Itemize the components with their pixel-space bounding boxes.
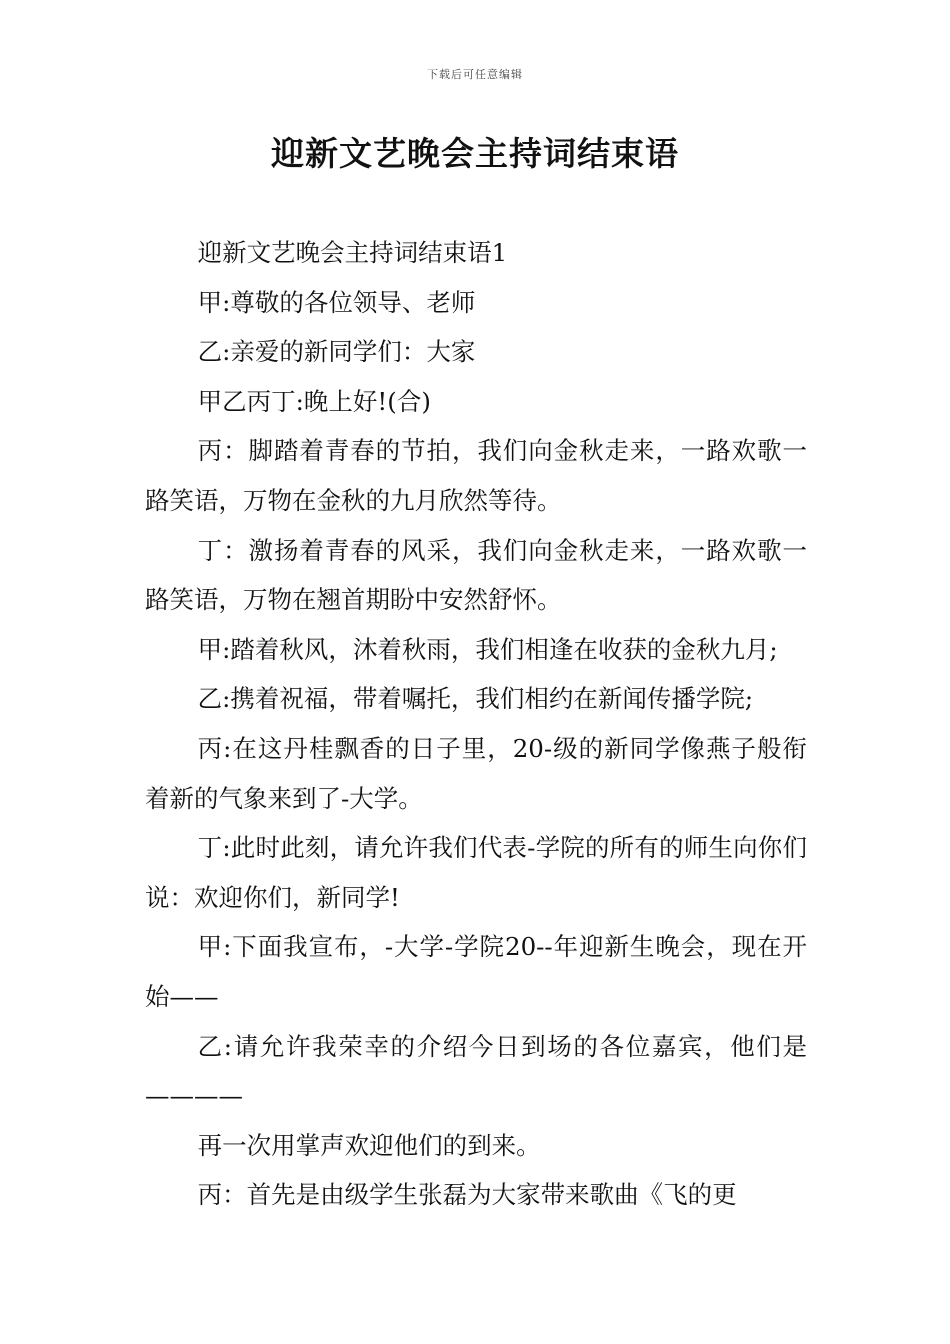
paragraph: 乙:携着祝福，带着嘱托，我们相约在新闻传播学院;	[197, 684, 754, 714]
paragraph: 甲:尊敬的各位领导、老师	[197, 287, 476, 317]
document-title: 迎新文艺晚会主持词结束语	[271, 134, 679, 173]
paragraph: 甲:踏着秋风，沐着秋雨，我们相逢在收获的金秋九月;	[197, 634, 778, 664]
header-note: 下载后可任意编辑	[427, 68, 523, 81]
paragraph: 甲:下面我宣布，-大学-学院20--年迎新生晚会，现在开始——	[145, 932, 807, 1011]
paragraph: 甲乙丙丁:晚上好!(合)	[197, 386, 431, 416]
paragraph: 迎新文艺晚会主持词结束语1	[197, 238, 508, 267]
document-body	[145, 228, 807, 1220]
paragraph: 乙:亲爱的新同学们：大家	[197, 337, 476, 367]
paragraph: 丙:在这丹桂飘香的日子里，20-级的新同学像燕子般衔着新的气象来到了-大学。	[145, 733, 807, 813]
paragraph: 丙：脚踏着青春的节拍，我们向金秋走来，一路欢歌一路笑语，万物在金秋的九月欣然等待。	[145, 436, 807, 515]
paragraph: 丁:此时此刻，请允许我们代表-学院的所有的师生向你们说：欢迎你们，新同学!	[145, 833, 807, 912]
paragraph: 再一次用掌声欢迎他们的到来。	[197, 1130, 541, 1160]
paragraph: 丙：首先是由级学生张磊为大家带来歌曲《飞的更	[197, 1180, 737, 1210]
paragraph: 丁：激扬着青春的风采，我们向金秋走来，一路欢歌一路笑语，万物在翘首期盼中安然舒怀。	[145, 535, 807, 615]
paragraph: 乙:请允许我荣幸的介绍今日到场的各位嘉宾，他们是————	[145, 1031, 807, 1111]
